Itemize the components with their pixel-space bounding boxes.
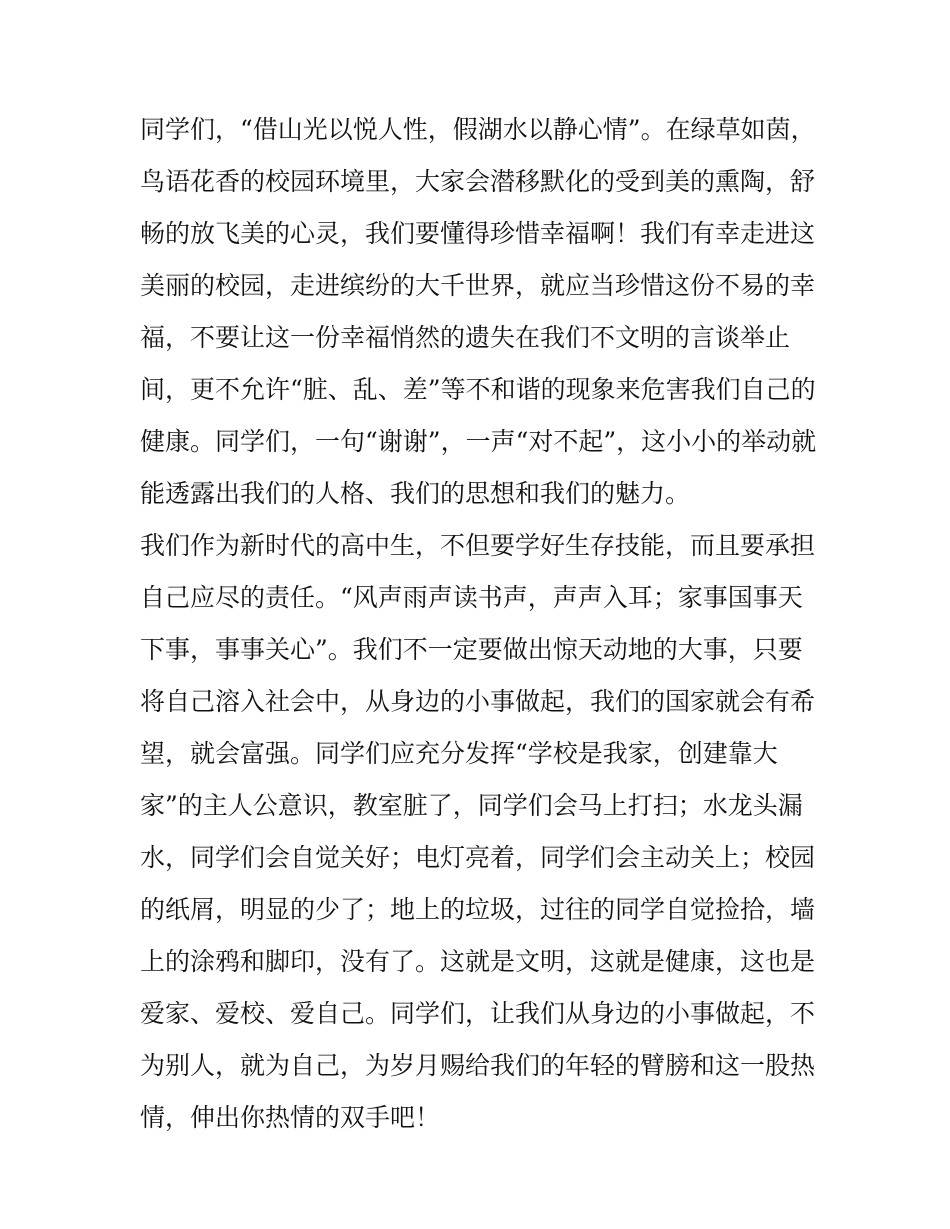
- text-line: 美丽的校园，走进缤纷的大千世界，就应当珍惜这份不易的幸: [140, 271, 816, 300]
- text-line: 畅的放飞美的心灵，我们要懂得珍惜幸福啊！我们有幸走进这: [140, 219, 816, 248]
- text-line: 爱家、爱校、爱自己。同学们，让我们从身边的小事做起，不: [140, 999, 816, 1028]
- text-line: 同学们，“借山光以悦人性，假湖水以静心情”。在绿草如茵，: [140, 115, 816, 144]
- text-line: 健康。同学们，一句“谢谢”，一声“对不起”，这小小的举动就: [140, 427, 817, 456]
- text-line: 的纸屑，明显的少了；地上的垃圾，过往的同学自觉捡拾，墙: [140, 895, 816, 924]
- text-line: 鸟语花香的校园环境里，大家会潜移默化的受到美的熏陶，舒: [140, 167, 816, 196]
- text-line: 福，不要让这一份幸福悄然的遗失在我们不文明的言谈举止: [140, 323, 791, 352]
- text-line: 水，同学们会自觉关好；电灯亮着，同学们会主动关上；校园: [140, 843, 816, 872]
- body-text: [140, 104, 820, 1144]
- text-line: 为别人，就为自己，为岁月赐给我们的年轻的臂膀和这一股热: [140, 1051, 816, 1080]
- text-line: 我们作为新时代的高中生，不但要学好生存技能，而且要承担: [140, 531, 816, 560]
- text-line: 间，更不允许“脏、乱、差”等不和谐的现象来危害我们自己的: [140, 375, 816, 404]
- text-line: 自己应尽的责任。“风声雨声读书声，声声入耳；家事国事天: [140, 583, 803, 612]
- text-line: 家”的主人公意识，教室脏了，同学们会马上打扫；水龙头漏: [140, 791, 803, 820]
- text-line: 下事，事事关心”。我们不一定要做出惊天动地的大事，只要: [140, 635, 803, 664]
- text-line: 望，就会富强。同学们应充分发挥“学校是我家，创建靠大: [140, 739, 778, 768]
- text-line: 情，伸出你热情的双手吧！: [140, 1103, 441, 1132]
- text-line: 能透露出我们的人格、我们的思想和我们的魅力。: [140, 479, 691, 508]
- text-line: 将自己溶入社会中，从身边的小事做起，我们的国家就会有希: [140, 687, 816, 716]
- text-line: 上的涂鸦和脚印，没有了。这就是文明，这就是健康，这也是: [140, 947, 816, 976]
